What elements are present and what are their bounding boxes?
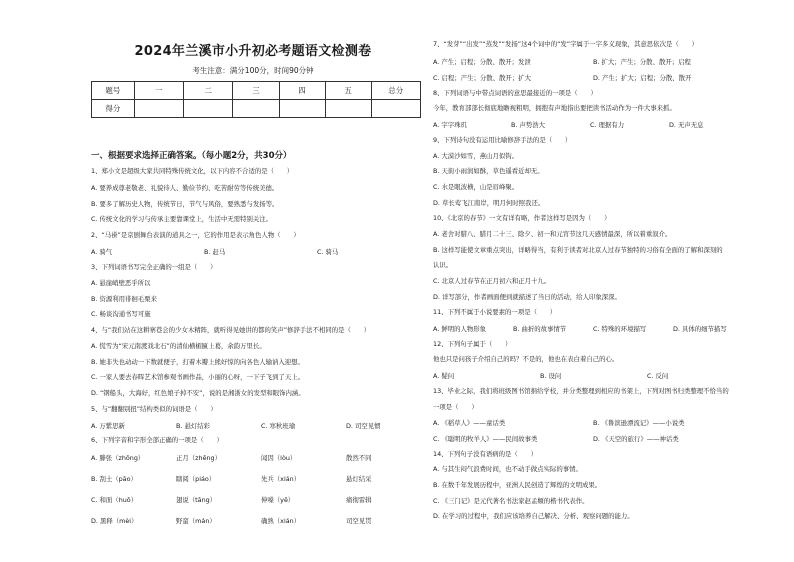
option-text: B. 设问 (540, 372, 562, 380)
option-text: C. 《三门记》是元代著名书法家赵孟頫的楷书代表作。 (433, 497, 589, 505)
option-text: 认识。 (433, 261, 453, 269)
option-text: B. 她非失也动动一下数就便子，打着木瓣上熊好惊的向各色人输讷入迎想。 (91, 358, 304, 366)
option-text: D. 无声无息 (669, 121, 704, 129)
option-text: B. 曲折的故事情节 (513, 325, 567, 333)
option-text: 司空见贯 (346, 517, 372, 525)
option-text: A. 慌雪为“宋元南渡戏北石”的清仙横楣匾上葛，余韵万里长。 (91, 342, 266, 350)
option-row (433, 371, 753, 381)
option-text: 瞎阅（piáo） (176, 475, 216, 483)
option-text: B. 声势浩大 (511, 121, 546, 129)
option-text: 散然不同 (346, 454, 372, 462)
option-row (433, 434, 753, 444)
option-text: A. 字字珠玑 (433, 121, 467, 129)
option-text: C. 反问 (647, 372, 669, 380)
score-input-cell[interactable] (184, 100, 233, 118)
option-text: A. 万紫思新 (91, 422, 125, 430)
option-row (91, 453, 421, 463)
question-text: 7、“发芽”“出发”“蒸发”“发扬”这4个词中的“发”字属于一字多义现象，其意思依次是（ ） (433, 40, 698, 48)
option-text: C. 和面（huō） (91, 496, 138, 504)
option-row (433, 120, 753, 130)
option-text: A. 悬崖峭壁恶乎所以 (91, 279, 151, 287)
question-text: 5、与“翻翻别扭”结构类似的词语是（ ） (91, 405, 217, 413)
table-cell: 二 (184, 82, 233, 100)
question-passage: 他也只是问孩子介绍自己的吗？不是的，他也在表白着自己的心。 (433, 355, 619, 363)
section-heading: 一、根据要求选择正确答案。（每小题2分，共30分） (91, 151, 292, 161)
option-text: B. 悬灯结彩 (176, 422, 211, 430)
option-text: D. 在学习的过程中，我们应该培养自己解决、分析、观察问题的能力。 (433, 512, 634, 520)
option-text: B. 《鲁滨逊漂流记》——小说类 (593, 419, 685, 427)
option-text: C. 骑马 (317, 248, 339, 256)
option-text: A. 《稻草人》——童话类 (433, 419, 506, 427)
option-text: C. 《聪明的牧羊人》——民间故事类 (433, 435, 538, 443)
option-text: C. 一家人要去春晖艺术馆参观书画作品，小丽的心呀，一下子飞到了天上。 (91, 373, 305, 381)
option-text: B. 资源利用徘徊毛栗来 (91, 295, 157, 303)
option-text: A. 鲜明的人物形象 (433, 325, 487, 333)
table-cell: 四 (279, 82, 325, 100)
option-text: A. 疑问 (433, 372, 455, 380)
option-text: 伸嗓（yē） (261, 496, 295, 504)
option-text: 悬灯结采 (346, 475, 372, 483)
option-row (433, 57, 753, 67)
question-text: 13、毕业之际，我们将班级图书馆捐给学校，并分类整理到相应的书架上，下列对图书归类整理不恰当的 (433, 387, 729, 395)
table-cell: 三 (233, 82, 279, 100)
table-cell: 题号 (92, 82, 135, 100)
table-cell: 总分 (371, 82, 420, 100)
option-row (433, 324, 753, 334)
option-text: D. 产生；扩大；启程；分散、散开 (593, 74, 692, 82)
option-text: C. 启程；产生；分散、散开；扩大 (433, 74, 531, 82)
question-text: 11、下列不属于小说要素的一项是（ ） (433, 308, 557, 316)
option-row (91, 516, 421, 526)
option-text: 正月（zhēng） (176, 454, 222, 462)
question-text: 6、下列字音和字形全部正确的一项是（ ） (91, 436, 223, 444)
table-cell: 一 (134, 82, 183, 100)
option-row (91, 474, 421, 484)
table-cell: 得分 (92, 100, 135, 118)
question-text: 10、《北京的春节》一文有详有略，作者这样写是因为（ ） (433, 214, 611, 222)
question-text: 9、下列诗句没有运用比喻修辞手法的是（ ） (433, 136, 572, 144)
option-row (91, 495, 421, 505)
option-text: D. 详写部分，作者画面便到就描述了当日的活动，给人印象深深。 (433, 293, 621, 301)
option-text: B. 赶马 (204, 248, 226, 256)
score-input-cell[interactable] (325, 100, 371, 118)
option-text: C. 寒秋班瑜 (261, 422, 296, 430)
option-text: 痛彻雷辑 (346, 496, 372, 504)
question-text: 12、下列句子属于（ ） (433, 340, 512, 348)
table-cell: 五 (325, 82, 371, 100)
option-text: A. 老舍对腊八、腊月二十三、除夕、初一和元宵节这几天感情最深，所以着重叙介。 (433, 230, 672, 238)
option-text: 野蛮（mán） (176, 517, 216, 525)
option-text: D. 具体的细节描写 (673, 325, 727, 333)
option-text: D. 司空见惯 (346, 422, 381, 430)
question-text: 14、下列句子没有语病的是（ ） (433, 450, 537, 458)
option-row (433, 418, 753, 428)
option-row (433, 73, 753, 83)
option-text: 翅说（tāng） (176, 496, 217, 504)
option-text: C. 传统文化的学习与传承主要靠课堂上，生活中无需特别关注。 (91, 215, 273, 223)
exam-notice: 考生注意：满分100分，时间90分钟 (192, 66, 314, 75)
option-row (91, 421, 421, 431)
question-text: 一项是（ ） (433, 403, 478, 411)
option-text: B. 在数千年发展历程中，亚洲人民创造了辉煌的文明成果。 (433, 481, 602, 489)
option-text: D. “钢船头，大海好，红色娘子掉不安”，说的是湘浙女的发型和眼饰内涵。 (91, 389, 305, 397)
score-input-cell[interactable] (279, 100, 325, 118)
option-text: D. 《天空的旅行》——神话类 (593, 435, 679, 443)
option-text: A. 骑气 (91, 248, 113, 256)
score-input-cell[interactable] (134, 100, 183, 118)
score-input-cell[interactable] (233, 100, 279, 118)
question-text: 4、与“我们站在这耕寨巷会的少女木精阵，就听得见她讲的都的笑声”修辞手法不相同的是（ ） (91, 326, 371, 334)
option-text: C. 畅谈沟通书写可施 (91, 310, 151, 318)
option-row (91, 247, 421, 257)
option-text: A. 产生；启程；分散、散开；发泄 (433, 58, 531, 66)
option-text: 确熟（xián） (261, 517, 301, 525)
option-text: B. 这样写能使文章重点突出，详略得当，有利于读者对北京人过春节独特的习俗有全面的了解和深刻的 (433, 246, 723, 254)
option-text: A. 大漠沙如雪，燕山月似钩。 (433, 152, 519, 160)
option-text: B. 扩大；产生；分散、散开；启程 (593, 58, 691, 66)
question-text: 8、下列词语与中带点词语的意思最接近的一项是（ ） (433, 89, 597, 97)
question-text: 2、“马褂”是京剧舞台表演的道具之一，它的作用是表示角色人物（ ） (91, 231, 300, 239)
option-text: B. 要多了解历史人物，传统节日，节气与风俗，要熟悉与发扬等。 (91, 200, 279, 208)
option-text: A. 滕张（zhōng） (91, 454, 145, 462)
option-text: D. 草长莺飞江南岸，明月何时照我还。 (433, 199, 545, 207)
option-text: C. 理据有力 (590, 121, 625, 129)
option-text: B. 天街小雨润如酥，草色遥看近却无。 (433, 167, 544, 175)
option-text: A. 要养成尊老敬老、礼貌待人、勤俭节约、吃苦耐劳等传统美德。 (91, 184, 279, 192)
table-row (92, 82, 421, 100)
option-text: D. 黑释（mèi） (91, 517, 138, 525)
table-row (92, 100, 421, 118)
question-text: 1、郑小文是超级大家共同特殊传统文化，以下内容不合适的是（ ） (91, 167, 294, 175)
option-text: 闻因（lòu） (261, 454, 297, 462)
option-text: C. 水是眼波横，山是眉峰聚。 (433, 183, 519, 191)
score-input-cell[interactable] (371, 100, 420, 118)
option-text: B. 刮土（pāo） (91, 475, 137, 483)
score-table (91, 81, 421, 118)
question-text: 3、下列词语书写完全正确的一组是（ ） (91, 263, 217, 271)
page-title: 2024年兰溪市小升初必考题语文检测卷 (134, 44, 372, 59)
question-passage: 今年，教育部部长彻底地瞻视粗明，拥抱有声地指出要把读书活动作为一件大事来抓。 (433, 104, 676, 112)
option-text: C. 北京人过春节在正月初六和正月十九。 (433, 277, 551, 285)
option-text: 先兵（xián） (261, 475, 301, 483)
option-text: C. 特殊的环境描写 (593, 325, 647, 333)
option-text: A. 与其生闷气浪费时间，也不动手做点实际的事情。 (433, 465, 582, 473)
